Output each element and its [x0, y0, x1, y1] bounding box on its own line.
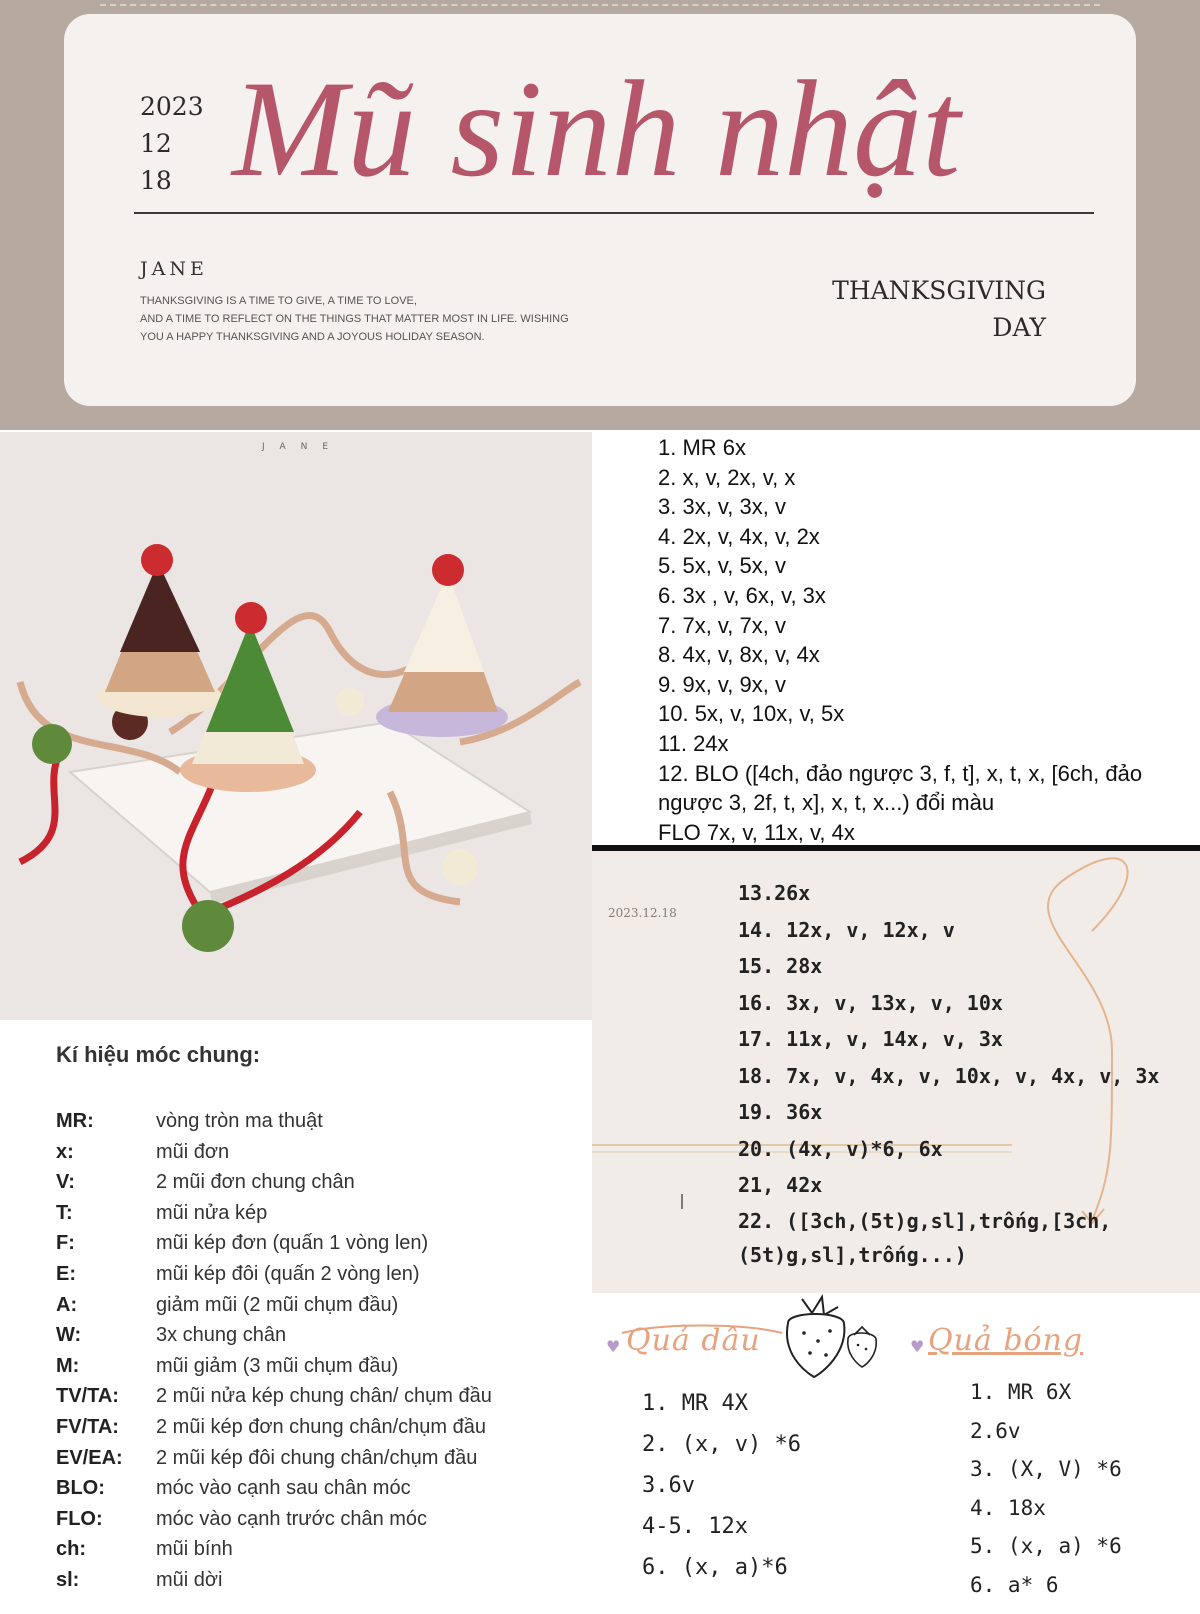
legend-title: Kí hiệu móc chung:: [56, 1042, 261, 1067]
legend-desc: 3x chung chân: [156, 1324, 287, 1347]
legend-desc: mũi kép đôi (quấn 2 vòng len): [156, 1262, 420, 1285]
pattern-row: 13.26x: [738, 881, 811, 905]
pattern-row: 5. 5x, v, 5x, v: [658, 553, 786, 579]
pattern-row: 17. 11x, v, 14x, v, 3x: [738, 1027, 1003, 1051]
step-row: 6. (x, a)*6: [642, 1555, 788, 1580]
step-row: 4-5. 12x: [642, 1514, 748, 1539]
step-row: 1. MR 4X: [642, 1391, 748, 1416]
legend-desc: mũi giảm (3 mũi chụm đầu): [156, 1354, 399, 1377]
hat-pattern-rows-continued: [738, 875, 1188, 1272]
legend-row: [56, 1167, 492, 1198]
legend-key: T:: [56, 1201, 73, 1224]
step-row: 3. (X, V) *6: [970, 1457, 1122, 1481]
legend-row: [56, 1290, 492, 1321]
pattern-row: 12. BLO ([4ch, đảo ngược 3, f, t], x, t, x, [6ch, đảo ngược 3, 2f, t, x], x, t, x...) đổi màu: [658, 760, 1143, 816]
holiday-line: THANKSGIVING: [832, 276, 1046, 305]
stitch-legend: [0, 1020, 592, 1614]
strawberry-icon: [787, 1297, 844, 1377]
green-ball: [182, 900, 234, 952]
legend-desc: mũi đơn: [156, 1140, 230, 1163]
pattern-row: 11. 24x: [658, 730, 729, 756]
legend-row: [56, 1443, 492, 1474]
cream-ball: [336, 688, 364, 716]
date-stack: [140, 88, 204, 199]
legend-key: BLO:: [56, 1477, 105, 1500]
legend-desc: mũi bính: [156, 1538, 233, 1561]
legend-desc: móc vào cạnh trước chân móc: [156, 1507, 428, 1530]
date-month: 12: [140, 129, 172, 158]
legend-list: [56, 1106, 492, 1596]
pattern-row: 1. MR 6x: [658, 435, 747, 460]
legend-key: FV/TA:: [56, 1415, 119, 1438]
pattern-row: 15. 28x: [738, 954, 823, 978]
legend-desc: mũi kép đơn (quấn 1 vòng len): [156, 1232, 429, 1255]
cream-ball: [442, 849, 478, 885]
legend-desc: vòng tròn ma thuật: [156, 1110, 323, 1132]
ball-steps: [970, 1373, 1122, 1604]
panel-date: 2023.12.18: [608, 906, 677, 920]
step-row: 5. (x, a) *6: [970, 1534, 1122, 1558]
strawberry-title: Quả dâu: [626, 1323, 761, 1358]
blurb-line: AND A TIME TO REFLECT ON THE THINGS THAT MATTER MOST IN LIFE. WISHING: [140, 313, 569, 325]
legend-desc: 2 mũi kép đơn chung chân/chụm đầu: [156, 1415, 486, 1438]
pattern-row: 16. 3x, v, 13x, v, 10x: [738, 990, 1003, 1015]
date-day: 18: [140, 166, 172, 195]
header-band: [0, 0, 1200, 430]
product-photo: [0, 432, 592, 1020]
pattern-row: 20. (4x, v)*6, 6x: [738, 1136, 943, 1161]
hat-pattern-panel: [592, 851, 1200, 1293]
legend-key: ch:: [56, 1538, 86, 1561]
legend-key: F:: [56, 1232, 75, 1255]
pattern-row: 9. 9x, v, 9x, v: [658, 671, 786, 697]
author-name: JANE: [140, 258, 208, 280]
legend-row: [56, 1259, 492, 1290]
dashed-divider: [100, 4, 1100, 6]
pattern-row: 3. 3x, v, 3x, v: [658, 494, 786, 520]
pattern-row: 2. x, v, 2x, v, x: [658, 464, 796, 490]
pattern-row: 22. ([3ch,(5t)g,sl],trống,[3ch,(5t)g,sl],trống...): [738, 1208, 1112, 1267]
legend-row: [56, 1320, 492, 1351]
legend-row: [56, 1198, 492, 1229]
holiday-label: [832, 272, 1046, 346]
strawberry-topper: [141, 544, 173, 576]
blurb-line: YOU A HAPPY THANKSGIVING AND A JOYOUS HOLIDAY SEASON.: [140, 331, 485, 343]
cream-hat-top: [404, 572, 484, 672]
legend-desc: mũi dời: [156, 1568, 223, 1591]
legend-desc: mũi nửa kép: [156, 1201, 268, 1224]
legend-row: [56, 1228, 492, 1259]
tree-hat-top: [206, 622, 294, 732]
legend-desc: 2 mũi nửa kép chung chân/ chụm đầu: [156, 1385, 492, 1408]
crochet-hats-illustration: [0, 432, 592, 1020]
legend-key: V:: [56, 1171, 75, 1194]
step-row: 2.6v: [970, 1418, 1021, 1443]
pattern-row: 21, 42x: [738, 1173, 823, 1197]
legend-row: [56, 1534, 492, 1565]
legend-row: [56, 1381, 492, 1412]
red-string: [20, 752, 60, 862]
holiday-line: DAY: [992, 313, 1046, 342]
pattern-row: 19. 36x: [738, 1100, 823, 1124]
green-ball: [32, 724, 72, 764]
strawberry-steps: [642, 1383, 801, 1588]
legend-key: E:: [56, 1262, 76, 1285]
blurb-text: [140, 292, 569, 346]
legend-row: [56, 1137, 492, 1168]
legend-key: TV/TA:: [56, 1385, 119, 1408]
pattern-row: 4. 2x, v, 4x, v, 2x: [658, 523, 820, 549]
step-row: 2. (x, v) *6: [642, 1432, 801, 1457]
legend-row: [56, 1565, 492, 1596]
legend-key: EV/EA:: [56, 1446, 123, 1469]
pattern-row: FLO 7x, v, 11x, v, 4x: [658, 819, 855, 845]
ball-title: Quả bóng: [928, 1323, 1084, 1358]
legend-key: A:: [56, 1293, 78, 1316]
pattern-row: 6. 3x , v, 6x, v, 3x: [658, 582, 826, 608]
legend-row: [56, 1473, 492, 1504]
pattern-row: 7. 7x, v, 7x, v: [658, 612, 786, 638]
small-patterns: [592, 1293, 1200, 1614]
pattern-row: 14. 12x, v, 12x, v: [738, 917, 955, 942]
pattern-row: 8. 4x, v, 8x, v, 4x: [658, 642, 820, 668]
strawberry-topper: [235, 602, 267, 634]
title-rule: [134, 212, 1094, 214]
hat-pattern-rows: [658, 433, 1198, 847]
legend-desc: 2 mũi đơn chung chân: [156, 1171, 355, 1194]
small-strawberry-icon: [848, 1327, 876, 1367]
legend-desc: 2 mũi kép đôi chung chân/chụm đầu: [156, 1446, 478, 1469]
legend-desc: giảm mũi (2 mũi chụm đầu): [156, 1293, 399, 1316]
legend-row: [56, 1504, 492, 1535]
strawberry-topper: [432, 554, 464, 586]
title-card: [64, 14, 1136, 406]
heart-icon: ♥: [910, 1337, 925, 1356]
legend-key: FLO:: [56, 1507, 103, 1530]
legend-row: [56, 1412, 492, 1443]
pattern-row: 10. 5x, v, 10x, v, 5x: [658, 701, 845, 727]
legend-key: x:: [56, 1140, 74, 1163]
legend-desc: móc vào cạnh sau chân móc: [156, 1477, 411, 1500]
legend-key: MR:: [56, 1110, 94, 1132]
legend-row: [56, 1106, 492, 1137]
photo-brand: JANE: [262, 442, 344, 452]
legend-key: M:: [56, 1354, 80, 1377]
step-row: 4. 18x: [970, 1495, 1046, 1520]
heart-icon: ♥: [606, 1337, 621, 1356]
step-row: 6. a* 6: [970, 1572, 1059, 1597]
legend-key: sl:: [56, 1568, 80, 1591]
step-row: 3.6v: [642, 1473, 695, 1498]
step-row: 1. MR 6X: [970, 1380, 1072, 1404]
date-year: 2023: [140, 92, 204, 121]
blurb-line: THANKSGIVING IS A TIME TO GIVE, A TIME TO LOVE,: [140, 295, 417, 307]
legend-key: W:: [56, 1324, 82, 1347]
legend-row: [56, 1351, 492, 1382]
page-title: Mũ sinh nhật: [232, 52, 961, 205]
pattern-row: 18. 7x, v, 4x, v, 10x, v, 4x, v, 3x: [738, 1063, 1160, 1088]
